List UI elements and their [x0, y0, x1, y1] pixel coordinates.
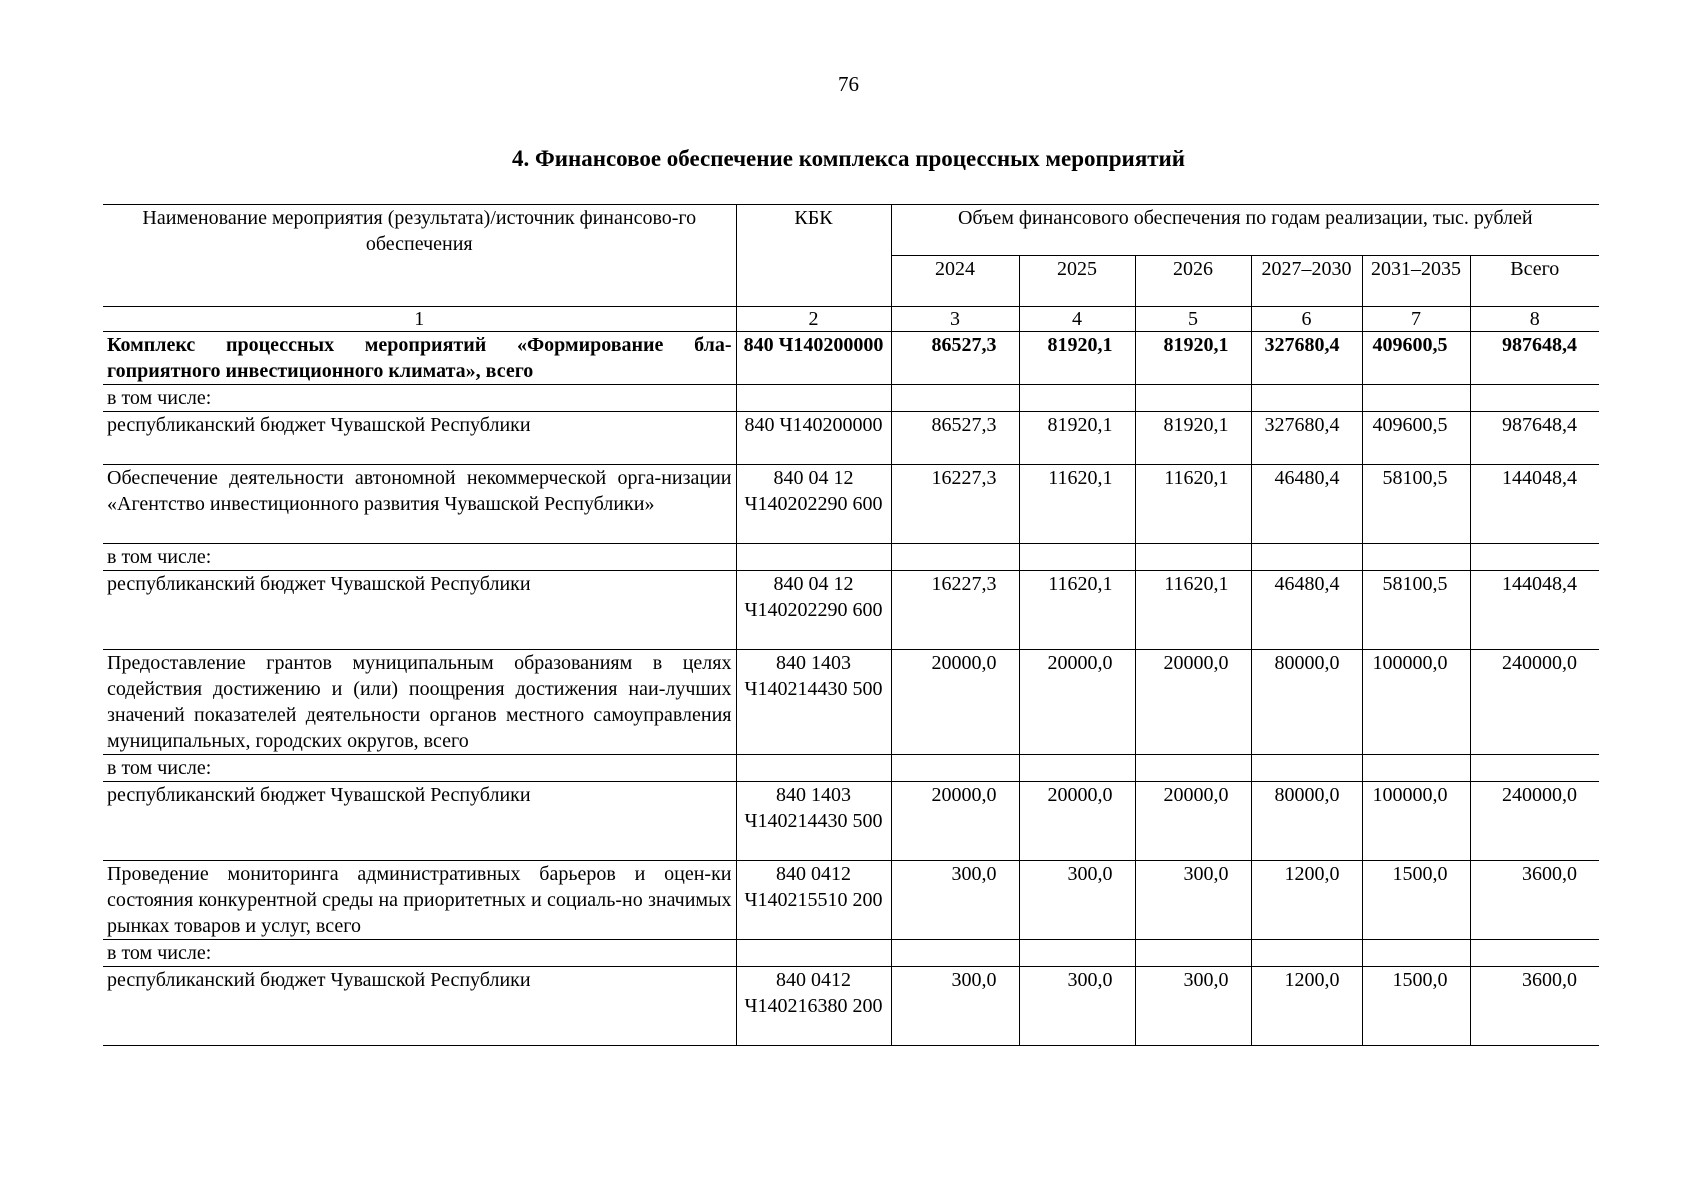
row-value-cell: 409600,5: [1362, 332, 1470, 385]
section-title: 4. Финансовое обеспечение комплекса процессных мероприятий: [511, 146, 1186, 171]
row-value-cell: 1500,0: [1362, 861, 1470, 940]
row-value-cell: 86527,3: [891, 412, 1019, 465]
row-value-cell: 300,0: [891, 967, 1019, 1046]
row-kbk-cell: [736, 385, 891, 412]
row-value-cell: [1135, 940, 1251, 967]
row-value-cell: 300,0: [1019, 861, 1135, 940]
column-number: 7: [1362, 307, 1470, 332]
row-name-cell: Обеспечение деятельности автономной некоммерческой орга-низации «Агентство инвестиционного развития Чувашской Республики»: [103, 465, 736, 544]
header-volume-col: Объем финансового обеспечения по годам реализации, тыс. рублей: [891, 205, 1599, 256]
row-value-cell: [1251, 385, 1362, 412]
row-value-cell: [1135, 385, 1251, 412]
row-value-cell: [1470, 544, 1599, 571]
row-value-cell: 11620,1: [1135, 465, 1251, 544]
row-value-cell: [891, 544, 1019, 571]
header-name-col: Наименование мероприятия (результата)/источник финансово-го обеспечения: [103, 205, 736, 307]
row-value-cell: 58100,5: [1362, 465, 1470, 544]
table-row: [103, 755, 1599, 782]
row-value-cell: [1019, 755, 1135, 782]
row-value-cell: 987648,4: [1470, 332, 1599, 385]
row-value-cell: 81920,1: [1135, 332, 1251, 385]
row-value-cell: 300,0: [1135, 861, 1251, 940]
row-value-cell: [1019, 544, 1135, 571]
header-year-2031-2035: 2031–2035: [1362, 256, 1470, 307]
row-value-cell: [1251, 755, 1362, 782]
column-number: 8: [1470, 307, 1599, 332]
row-name-cell: в том числе:: [103, 755, 736, 782]
column-number: 3: [891, 307, 1019, 332]
row-value-cell: 3600,0: [1470, 861, 1599, 940]
row-value-cell: 46480,4: [1251, 571, 1362, 650]
table-row: [103, 782, 1599, 861]
row-kbk-cell: [736, 940, 891, 967]
row-value-cell: 987648,4: [1470, 412, 1599, 465]
column-number: 4: [1019, 307, 1135, 332]
row-value-cell: [1019, 940, 1135, 967]
table-row: [103, 861, 1599, 940]
row-kbk-cell: 840 0412 Ч140216380 200: [736, 967, 891, 1046]
row-name-cell: в том числе:: [103, 385, 736, 412]
column-numbers-row: [103, 307, 1599, 332]
row-value-cell: 16227,3: [891, 571, 1019, 650]
table-row: [103, 385, 1599, 412]
table-row: [103, 571, 1599, 650]
row-kbk-cell: [736, 544, 891, 571]
row-kbk-cell: 840 04 12 Ч140202290 600: [736, 571, 891, 650]
header-year-2026: 2026: [1135, 256, 1251, 307]
row-value-cell: 20000,0: [1135, 650, 1251, 755]
row-kbk-cell: 840 1403 Ч140214430 500: [736, 782, 891, 861]
row-value-cell: 144048,4: [1470, 465, 1599, 544]
row-value-cell: 240000,0: [1470, 782, 1599, 861]
row-value-cell: 81920,1: [1019, 412, 1135, 465]
row-value-cell: 58100,5: [1362, 571, 1470, 650]
table-row: [103, 940, 1599, 967]
row-kbk-cell: 840 Ч140200000: [736, 412, 891, 465]
row-value-cell: 1200,0: [1251, 861, 1362, 940]
row-value-cell: 80000,0: [1251, 782, 1362, 861]
row-name-cell: в том числе:: [103, 544, 736, 571]
column-number: 2: [736, 307, 891, 332]
row-value-cell: 327680,4: [1251, 412, 1362, 465]
row-kbk-cell: [736, 755, 891, 782]
row-value-cell: [1362, 755, 1470, 782]
table-row: [103, 650, 1599, 755]
row-value-cell: 86527,3: [891, 332, 1019, 385]
row-value-cell: [891, 940, 1019, 967]
financing-table: [103, 204, 1599, 1046]
row-value-cell: [1470, 940, 1599, 967]
table-row: [103, 412, 1599, 465]
column-number: 5: [1135, 307, 1251, 332]
column-number: 1: [103, 307, 736, 332]
row-value-cell: 80000,0: [1251, 650, 1362, 755]
row-value-cell: 300,0: [891, 861, 1019, 940]
row-name-cell: республиканский бюджет Чувашской Республики: [103, 571, 736, 650]
row-kbk-cell: 840 0412 Ч140215510 200: [736, 861, 891, 940]
page-number: 76: [838, 72, 859, 96]
row-kbk-cell: 840 04 12 Ч140202290 600: [736, 465, 891, 544]
header-year-2025: 2025: [1019, 256, 1135, 307]
column-number: 6: [1251, 307, 1362, 332]
row-kbk-cell: 840 Ч140200000: [736, 332, 891, 385]
row-value-cell: [1362, 385, 1470, 412]
table-row: [103, 967, 1599, 1046]
row-value-cell: 11620,1: [1135, 571, 1251, 650]
row-value-cell: 300,0: [1019, 967, 1135, 1046]
row-value-cell: 20000,0: [891, 782, 1019, 861]
row-value-cell: 20000,0: [1135, 782, 1251, 861]
row-value-cell: [1362, 940, 1470, 967]
row-value-cell: [891, 755, 1019, 782]
row-value-cell: 409600,5: [1362, 412, 1470, 465]
row-value-cell: 20000,0: [1019, 782, 1135, 861]
row-value-cell: 81920,1: [1135, 412, 1251, 465]
row-value-cell: 11620,1: [1019, 465, 1135, 544]
row-value-cell: 11620,1: [1019, 571, 1135, 650]
row-kbk-cell: 840 1403 Ч140214430 500: [736, 650, 891, 755]
row-value-cell: 46480,4: [1251, 465, 1362, 544]
row-value-cell: [1251, 940, 1362, 967]
row-name-cell: республиканский бюджет Чувашской Республики: [103, 967, 736, 1046]
row-value-cell: 3600,0: [1470, 967, 1599, 1046]
row-value-cell: [1251, 544, 1362, 571]
header-row-1: [103, 205, 1599, 256]
row-name-cell: Предоставление грантов муниципальным образованиям в целях содействия достижению и (или) поощрения достижения наи-лучших значений показателей деятельности органов местного самоуправления муниципальных, городских округов, всего: [103, 650, 736, 755]
row-value-cell: 100000,0: [1362, 650, 1470, 755]
row-value-cell: 144048,4: [1470, 571, 1599, 650]
row-value-cell: 300,0: [1135, 967, 1251, 1046]
table-row: [103, 465, 1599, 544]
table-row: [103, 544, 1599, 571]
row-value-cell: [1135, 755, 1251, 782]
row-name-cell: республиканский бюджет Чувашской Республики: [103, 412, 736, 465]
header-year-2027-2030: 2027–2030: [1251, 256, 1362, 307]
row-value-cell: 20000,0: [1019, 650, 1135, 755]
row-name-cell: республиканский бюджет Чувашской Республики: [103, 782, 736, 861]
row-value-cell: 327680,4: [1251, 332, 1362, 385]
row-value-cell: [1019, 385, 1135, 412]
row-name-cell: Проведение мониторинга административных барьеров и оцен-ки состояния конкурентной среды на приоритетных и социаль-но значимых рынках товаров и услуг, всего: [103, 861, 736, 940]
row-value-cell: 16227,3: [891, 465, 1019, 544]
header-total: Всего: [1470, 256, 1599, 307]
row-value-cell: [1470, 385, 1599, 412]
header-year-2024: 2024: [891, 256, 1019, 307]
row-value-cell: [1362, 544, 1470, 571]
row-value-cell: 81920,1: [1019, 332, 1135, 385]
table-row: [103, 332, 1599, 385]
row-name-cell: Комплекс процессных мероприятий «Формирование бла-гоприятного инвестиционного климата», всего: [103, 332, 736, 385]
row-value-cell: 20000,0: [891, 650, 1019, 755]
row-value-cell: 1500,0: [1362, 967, 1470, 1046]
row-value-cell: [891, 385, 1019, 412]
row-value-cell: 1200,0: [1251, 967, 1362, 1046]
row-name-cell: в том числе:: [103, 940, 736, 967]
header-kbk-col: КБК: [736, 205, 891, 307]
row-value-cell: 100000,0: [1362, 782, 1470, 861]
row-value-cell: 240000,0: [1470, 650, 1599, 755]
row-value-cell: [1470, 755, 1599, 782]
row-value-cell: [1135, 544, 1251, 571]
